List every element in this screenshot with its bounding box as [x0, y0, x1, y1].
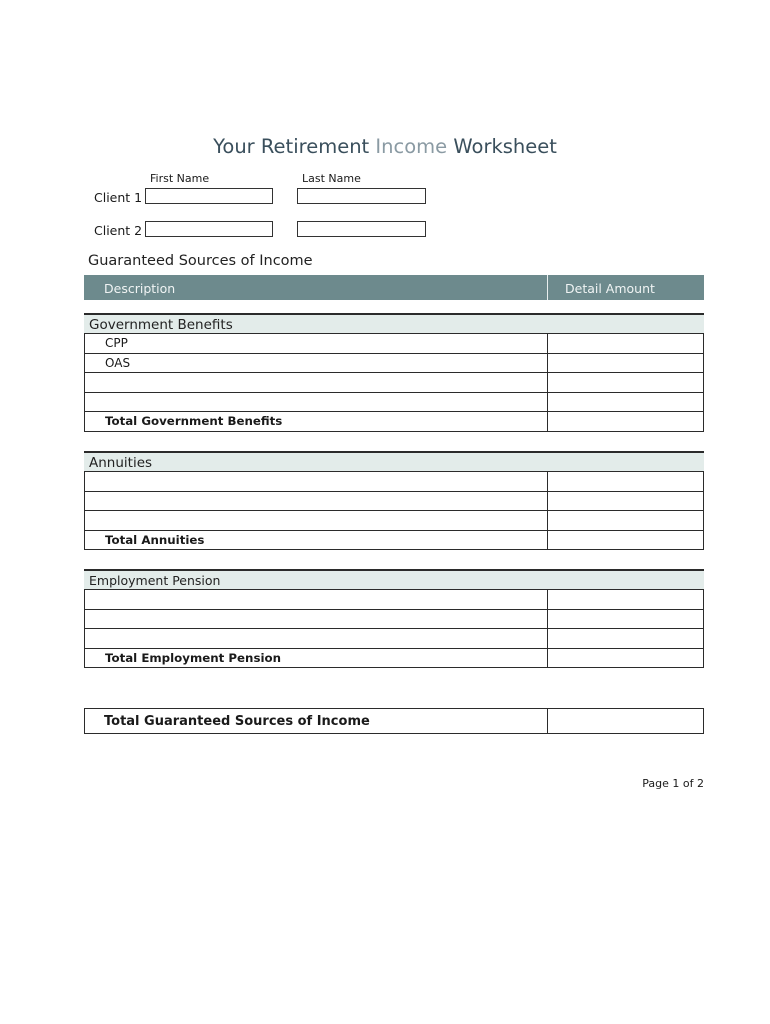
- annuity-row-3-description-cell[interactable]: [85, 511, 548, 531]
- total-guaranteed-income-label: Total Guaranteed Sources of Income: [85, 709, 548, 734]
- annuity-row-3-amount-cell[interactable]: [548, 511, 704, 531]
- client-1-label: Client 1: [94, 190, 143, 205]
- grand-total-table: [84, 708, 704, 734]
- annuities-heading-text: Annuities: [89, 455, 153, 471]
- table-row: [85, 590, 704, 610]
- government-row-3-amount-cell[interactable]: [548, 373, 704, 393]
- table-row: [85, 373, 704, 393]
- employment-pension-group: [84, 569, 704, 668]
- total-employment-pension-amount-cell[interactable]: [548, 648, 704, 668]
- oas-description-cell[interactable]: OAS: [85, 353, 548, 373]
- annuities-heading: [84, 451, 704, 471]
- total-employment-pension-label: Total Employment Pension: [85, 648, 548, 668]
- header-divider: [547, 275, 548, 300]
- annuities-table: [84, 471, 704, 550]
- first-name-label: First Name: [150, 172, 210, 185]
- annuity-row-1-description-cell[interactable]: [85, 472, 548, 492]
- client-1-last-name-field[interactable]: [297, 188, 426, 204]
- total-guaranteed-income-amount-cell[interactable]: [548, 709, 704, 734]
- government-benefits-heading-text: Government Benefits: [89, 317, 233, 333]
- page-title: [0, 135, 770, 158]
- government-row-4-description-cell[interactable]: [85, 392, 548, 412]
- cpp-description-cell[interactable]: CPP: [85, 334, 548, 354]
- table-row: [85, 629, 704, 649]
- client-2-label: Client 2: [94, 223, 143, 238]
- employment-pension-heading-text: Employment Pension: [89, 573, 221, 588]
- description-column-header: Description: [104, 281, 176, 296]
- table-header-bar: [84, 275, 704, 300]
- government-benefits-heading: [84, 313, 704, 333]
- detail-amount-column-header: Detail Amount: [565, 281, 655, 296]
- total-government-benefits-label: Total Government Benefits: [85, 412, 548, 432]
- annuity-row-2-amount-cell[interactable]: [548, 491, 704, 511]
- grand-total-row: [85, 709, 704, 734]
- table-row: [85, 491, 704, 511]
- grand-total-group: [84, 708, 704, 734]
- pension-row-3-description-cell[interactable]: [85, 629, 548, 649]
- total-annuities-amount-cell[interactable]: [548, 530, 704, 550]
- government-benefits-group: [84, 313, 704, 432]
- pension-row-1-description-cell[interactable]: [85, 590, 548, 610]
- government-benefits-table: [84, 333, 704, 432]
- pension-row-3-amount-cell[interactable]: [548, 629, 704, 649]
- annuity-row-2-description-cell[interactable]: [85, 491, 548, 511]
- table-row: [85, 334, 704, 354]
- pension-row-2-amount-cell[interactable]: [548, 609, 704, 629]
- table-row: [85, 392, 704, 412]
- client-1-first-name-field[interactable]: [145, 188, 273, 204]
- client-2-last-name-field[interactable]: [297, 221, 426, 237]
- total-government-benefits-amount-cell[interactable]: [548, 412, 704, 432]
- pension-row-1-amount-cell[interactable]: [548, 590, 704, 610]
- table-row: [85, 353, 704, 373]
- title-part-1: Your Retirement: [213, 135, 370, 158]
- table-row: [85, 609, 704, 629]
- total-row: [85, 648, 704, 668]
- cpp-amount-cell[interactable]: [548, 334, 704, 354]
- annuity-row-1-amount-cell[interactable]: [548, 472, 704, 492]
- employment-pension-heading: [84, 569, 704, 589]
- title-part-3: Worksheet: [453, 135, 557, 158]
- oas-amount-cell[interactable]: [548, 353, 704, 373]
- table-row: [85, 511, 704, 531]
- client-2-first-name-field[interactable]: [145, 221, 273, 237]
- annuities-group: [84, 451, 704, 550]
- pension-row-2-description-cell[interactable]: [85, 609, 548, 629]
- total-row: [85, 412, 704, 432]
- title-part-2: Income: [375, 135, 448, 158]
- guaranteed-section-title: Guaranteed Sources of Income: [88, 253, 313, 269]
- government-row-3-description-cell[interactable]: [85, 373, 548, 393]
- page-number: Page 1 of 2: [642, 777, 704, 790]
- table-row: [85, 472, 704, 492]
- total-row: [85, 530, 704, 550]
- government-row-4-amount-cell[interactable]: [548, 392, 704, 412]
- last-name-label: Last Name: [302, 172, 361, 185]
- employment-pension-table: [84, 589, 704, 668]
- total-annuities-label: Total Annuities: [85, 530, 548, 550]
